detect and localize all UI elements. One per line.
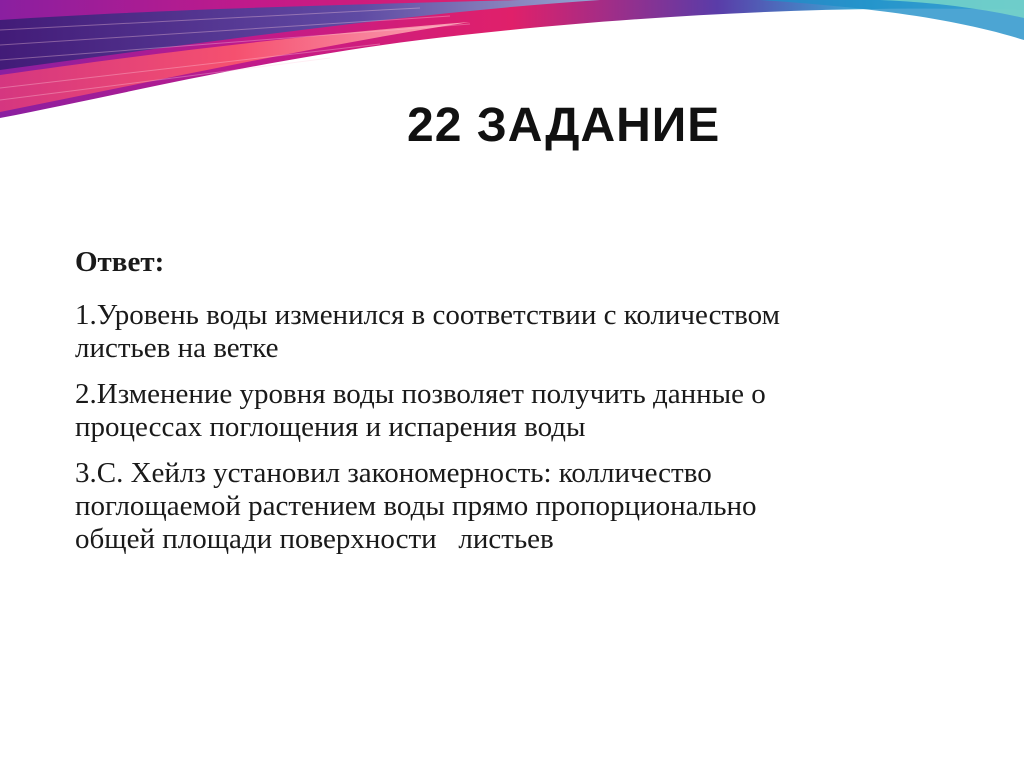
answer-item-2 [75,378,975,444]
answer-item-3-line-2: поглощаемой растением воды прямо пропорционально [75,490,757,522]
answer-item-1-line-1: 1.Уровень воды изменился в соответствии с количеством [75,299,780,331]
answer-item-1-line-2: листьев на ветке [75,332,279,364]
slide-title: 22 ЗАДАНИЕ [407,99,721,152]
answer-item-2-line-1: 2.Изменение уровня воды позволяет получить данные о [75,378,766,410]
answer-item-2-line-2: процессах поглощения и испарения воды [75,411,586,443]
answer-item-3-line-3: общей площади поверхности листьев [75,523,554,555]
answer-item-3 [75,457,975,556]
answer-label: Ответ: [75,246,165,278]
answer-item-1 [75,299,975,365]
answer-item-3-line-1: 3.С. Хейлз установил закономерность: колличество [75,457,712,489]
answer-block [75,246,975,569]
